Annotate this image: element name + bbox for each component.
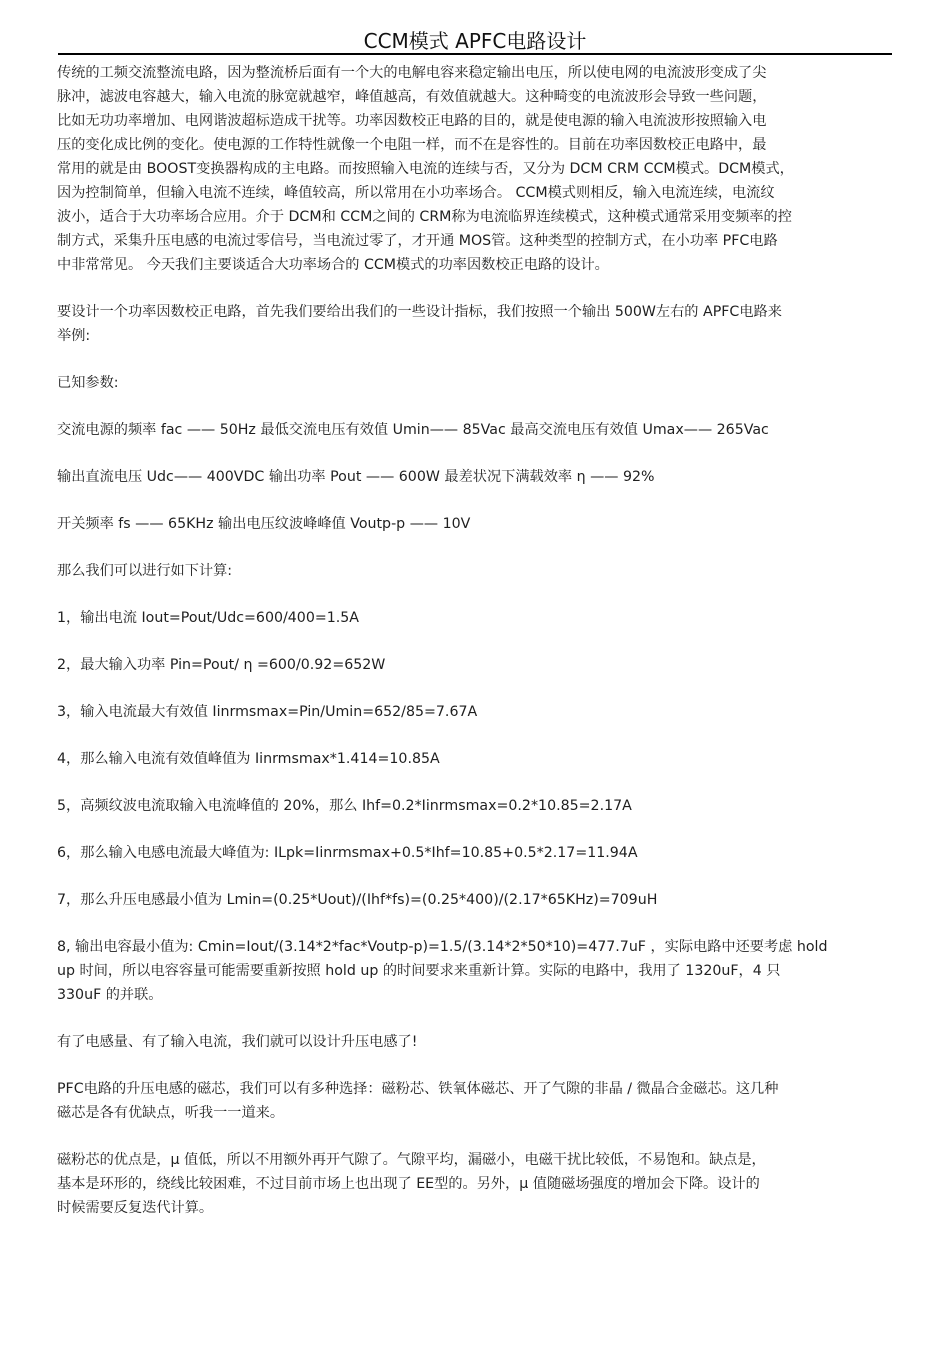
param-line-dc: 输出直流电压 Udc—— 400VDC 输出功率 Pout —— 600W 最差状况下满载效率 η —— 92% xyxy=(57,469,655,485)
text-line: 磁粉芯的优点是，μ 值低，所以不用额外再开气隙了。气隙平均，漏磁小，电磁干扰比较低，不易饱和。缺点是， xyxy=(57,1152,766,1168)
calc-step: 7，那么升压电感最小值为 Lmin=(0.25*Uout)/(Ihf*fs)=(0.25*400)/(2.17*65KHz)=709uH xyxy=(57,892,658,908)
text-line: 要设计一个功率因数校正电路，首先我们要给出我们的一些设计指标，我们按照一个输出 500W左右的 APFC电路来 xyxy=(57,304,782,320)
intro-paragraph xyxy=(57,61,892,277)
text-line: 脉冲，滤波电容越大，输入电流的脉宽就越窄，峰值越高，有效值就越大。这种畸变的电流波形会导致一些问题， xyxy=(57,89,767,105)
text-line: 常用的就是由 BOOST变换器构成的主电路。而按照输入电流的连续与否，又分为 DCM CRM CCM模式。DCM模式， xyxy=(57,161,794,177)
calc-step: 3，输入电流最大有效值 Iinrmsmax=Pin/Umin=652/85=7.67A xyxy=(57,704,478,720)
calc-step: 1，输出电流 Iout=Pout/Udc=600/400=1.5A xyxy=(57,610,360,626)
param-line-ac: 交流电源的频率 fac —— 50Hz 最低交流电压有效值 Umin—— 85Vac 最高交流电压有效值 Umax—— 265Vac xyxy=(57,422,769,438)
text-line: 330uF 的并联。 xyxy=(57,987,163,1003)
title-divider xyxy=(58,53,892,55)
core-paragraph xyxy=(57,1077,892,1125)
text-line: 因为控制简单，但输入电流不连续，峰值较高，所以常用在小功率场合。 CCM模式则相反，输入电流连续，电流纹 xyxy=(57,185,775,201)
text-line: 中非常常见。 今天我们主要谈适合大功率场合的 CCM模式的功率因数校正电路的设计。 xyxy=(57,257,609,273)
text-line: up 时间，所以电容容量可能需要重新按照 hold up 的时间要求来重新计算。实际的电路中，我用了 1320uF，4 只 xyxy=(57,963,781,979)
inductor-paragraph: 有了电感量、有了输入电流，我们就可以设计升压电感了! xyxy=(57,1034,418,1050)
design-paragraph xyxy=(57,300,892,348)
text-line: 8, 输出电容最小值为: Cmin=Iout/(3.14*2*fac*Voutp-p)=1.5/(3.14*2*50*10)=477.7uF ，实际电路中还要考虑 hold xyxy=(57,939,828,955)
calc-step: 6，那么输入电感电流最大峰值为: ILpk=Iinrmsmax+0.5*Ihf=10.85+0.5*2.17=11.94A xyxy=(57,845,638,861)
text-line: 制方式，采集升压电感的电流过零信号，当电流过零了，才开通 MOS管。这种类型的控制方式，在小功率 PFC电路 xyxy=(57,233,778,249)
text-line: 磁芯是各有优缺点，听我一一道来。 xyxy=(57,1105,285,1121)
text-line: 时候需要反复迭代计算。 xyxy=(57,1200,214,1216)
page-title: CCM模式 APFC电路设计 xyxy=(363,29,587,53)
text-line: 基本是环形的，绕线比较困难，不过目前市场上也出现了 EE型的。另外，μ 值随磁场强度的增加会下降。设计的 xyxy=(57,1176,760,1192)
text-line: PFC电路的升压电感的磁芯，我们可以有多种选择：磁粉芯、铁氧体磁芯、开了气隙的非晶 / 微晶合金磁芯。这几种 xyxy=(57,1081,779,1097)
document-body xyxy=(57,61,892,1243)
calc-step: 2，最大输入功率 Pin=Pout/ η =600/0.92=652W xyxy=(57,657,386,673)
calc-step: 4，那么输入电流有效值峰值为 Iinrmsmax*1.414=10.85A xyxy=(57,751,440,767)
calc-step: 5，高频纹波电流取输入电流峰值的 20%，那么 Ihf=0.2*Iinrmsmax=0.2*10.85=2.17A xyxy=(57,798,632,814)
known-params-heading: 已知参数: xyxy=(57,375,119,391)
text-line: 压的变化成比例的变化。使电源的工作特性就像一个电阻一样，而不在是容性的。目前在功率因数校正电路中，最 xyxy=(57,137,767,153)
powder-core-paragraph xyxy=(57,1148,892,1220)
param-line-switching: 开关频率 fs —— 65KHz 输出电压纹波峰峰值 Voutp-p —— 10V xyxy=(57,516,471,532)
text-line: 举例: xyxy=(57,328,91,344)
calc-step-8 xyxy=(57,935,892,1007)
text-line: 比如无功功率增加、电网谐波超标造成干扰等。功率因数校正电路的目的，就是使电源的输入电流波形按照输入电 xyxy=(57,113,767,129)
text-line: 传统的工频交流整流电路，因为整流桥后面有一个大的电解电容来稳定输出电压，所以使电网的电流波形变成了尖 xyxy=(57,65,767,81)
text-line: 波小，适合于大功率场合应用。介于 DCM和 CCM之间的 CRM称为电流临界连续模式，这种模式通常采用变频率的控 xyxy=(57,209,792,225)
calc-intro: 那么我们可以进行如下计算: xyxy=(57,563,233,579)
